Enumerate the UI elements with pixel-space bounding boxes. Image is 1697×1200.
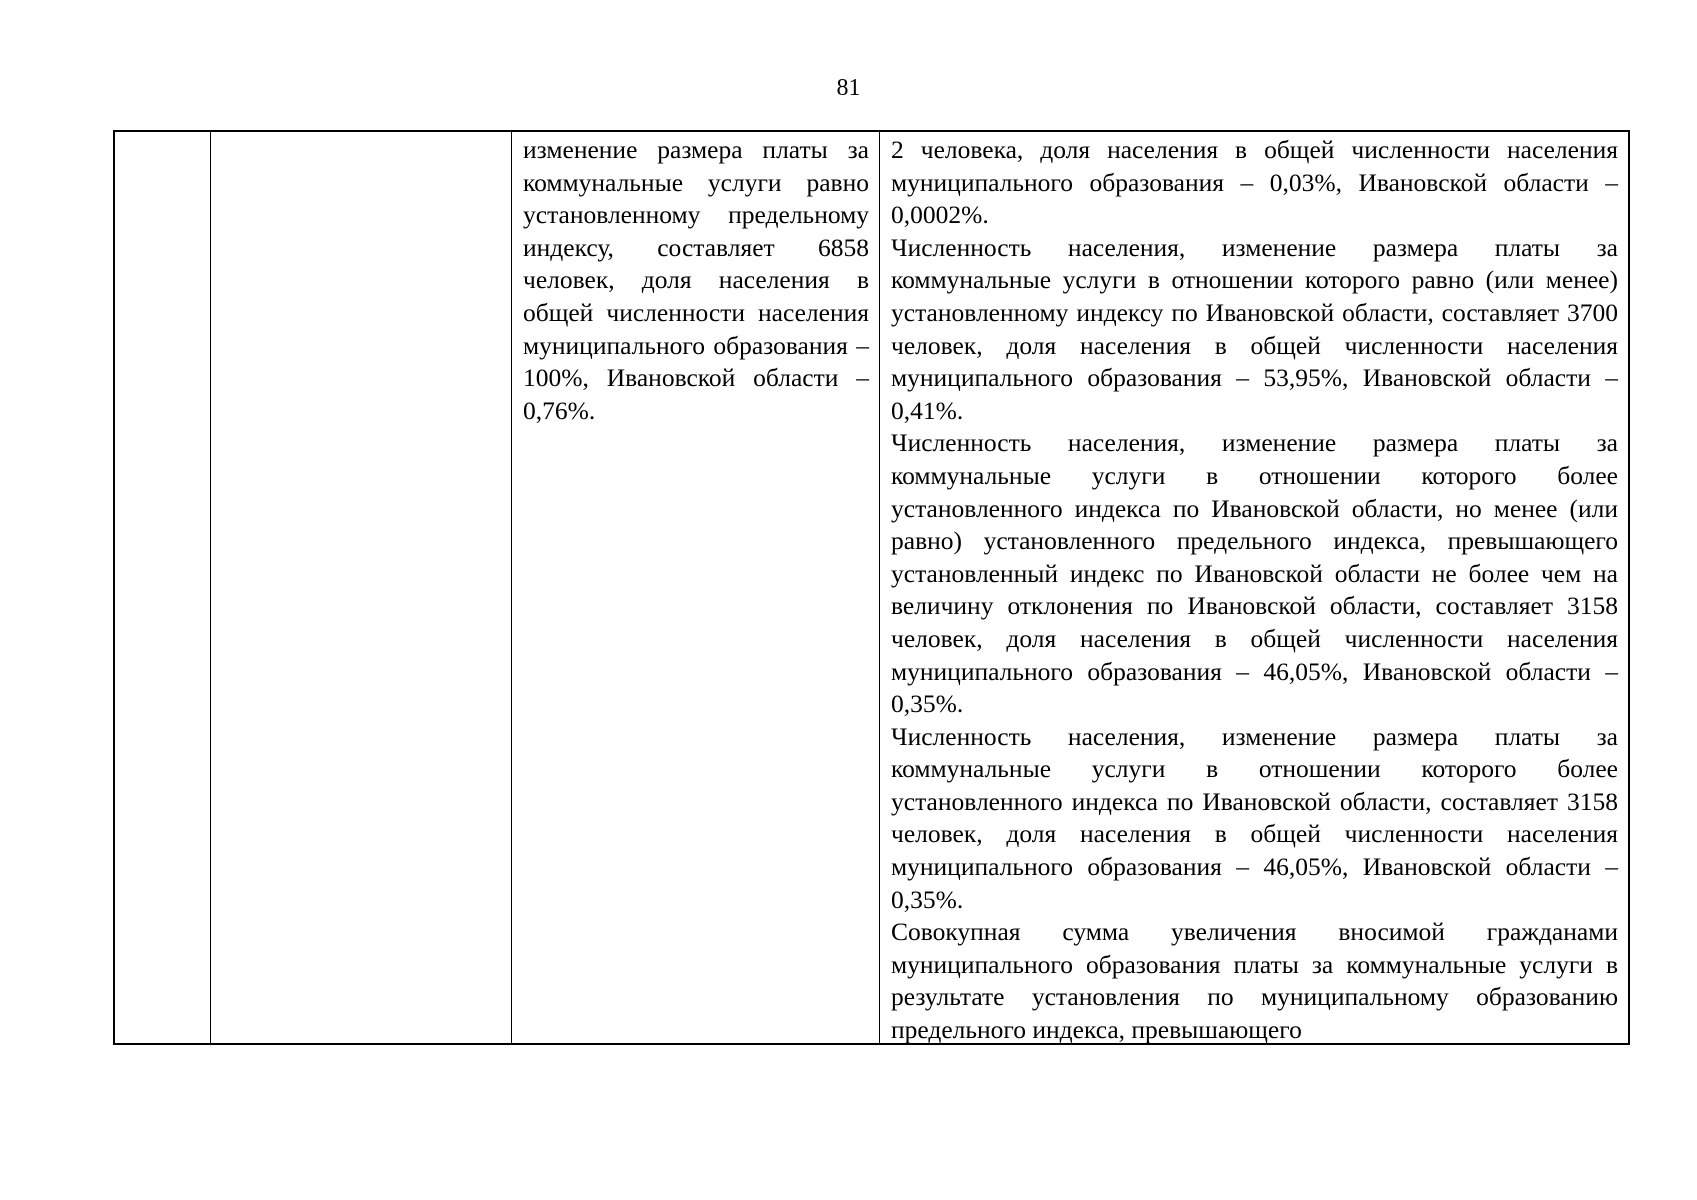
document-table <box>113 130 1630 1045</box>
page-number: 81 <box>836 75 861 101</box>
cell-paragraph: изменение размера платы за коммунальные услуги равно установленному предельному индексу, составляет 6858 человек, доля населения в общей численности населения муниципального образования – 100%, Ивановской области – 0,76%. <box>523 135 869 425</box>
table-cell-number <box>115 132 211 1043</box>
table-cell-population-breakdown <box>880 132 1630 1043</box>
cell-paragraph: Совокупная сумма увеличения вносимой гражданами муниципального образования платы за коммунальные услуги в результате установления по муниципальному образованию предельного индекса, превышающего <box>891 917 1618 1045</box>
cell-paragraph: Численность населения, изменение размера платы за коммунальные услуги в отношении которого более установленного индекса по Ивановской области, но менее (или равно) установленного предельного индекса, превышающего установленный индекс по Ивановской области не более чем на величину отклонения по Ивановской области, составляет 3158 человек, доля населения в общей численности населения муниципального образования – 46,05%, Ивановской области – 0,35%. <box>891 428 1618 719</box>
table-cell-population-limit-index <box>512 132 880 1043</box>
cell-paragraph: 2 человека, доля населения в общей численности населения муниципального образования – 0,03%, Ивановской области – 0,0002%. <box>891 135 1618 230</box>
cell-paragraph: Численность населения, изменение размера платы за коммунальные услуги в отношении которого более установленного индекса по Ивановской области, составляет 3158 человек, доля населения в общей численности населения муниципального образования – 46,05%, Ивановской области – 0,35%. <box>891 721 1618 914</box>
table-cell-municipality <box>211 132 512 1043</box>
cell-paragraph: Численность населения, изменение размера платы за коммунальные услуги в отношении которого равно (или менее) установленному индексу по Ивановской области, составляет 3700 человек, доля населения в общей численности населения муниципального образования – 53,95%, Ивановской области – 0,41%. <box>891 232 1618 425</box>
